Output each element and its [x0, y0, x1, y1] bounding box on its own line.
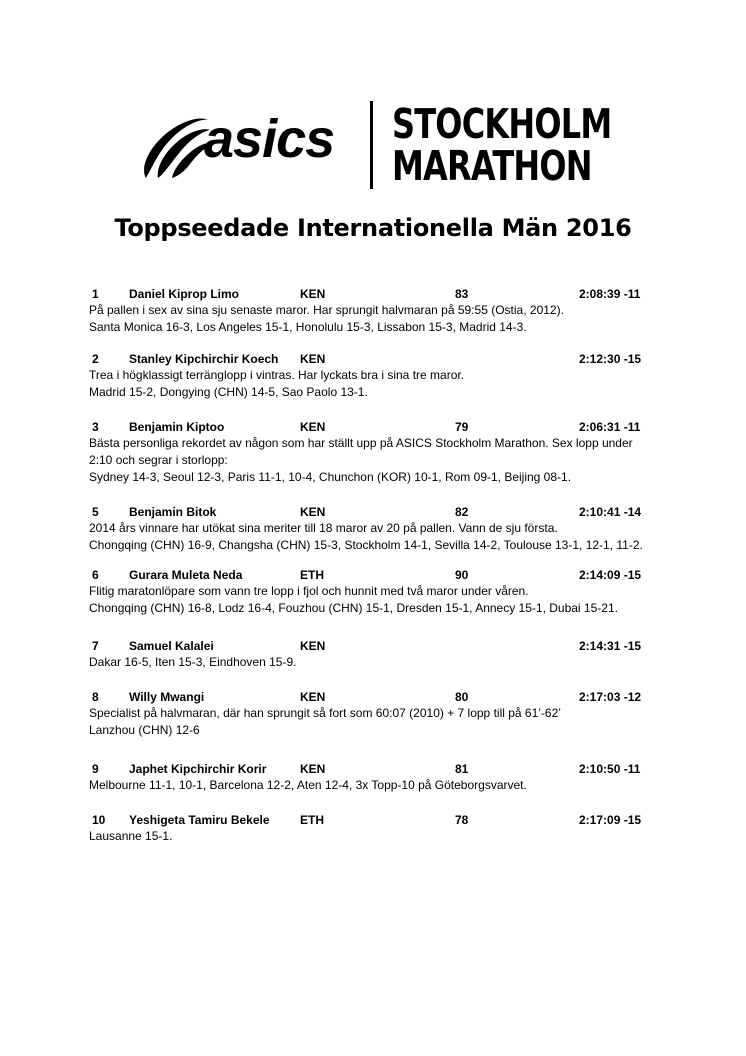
runner-description-line: 2:10 och segrar i storlopp: — [89, 453, 228, 467]
event-name-line1: STOCKHOLM — [392, 100, 612, 148]
runner-description — [0, 367, 649, 401]
runner-header-row — [0, 689, 746, 705]
runner-header-row — [0, 761, 746, 777]
runner-header-row — [0, 419, 746, 435]
runner-description-line: Trea i högklassigt terränglopp i vintras. Har lyckats bra i sina tre maror. — [89, 368, 465, 382]
runner-rank: 1 — [92, 287, 99, 301]
runner-nation: KEN — [300, 639, 326, 653]
runner-name: Japhet Kipchirchir Korir — [129, 762, 267, 776]
runner-best-time: 2:08:39 -11 — [579, 287, 641, 301]
runner-nation: ETH — [300, 568, 324, 582]
runner-description-line: Dakar 16-5, Iten 15-3, Eindhoven 15-9. — [89, 655, 297, 669]
runner-rank: 2 — [92, 352, 99, 366]
runner-description — [0, 302, 649, 336]
runner-best-time: 2:06:31 -11 — [579, 420, 641, 434]
runner-header-row — [0, 504, 746, 520]
runner-name: Gurara Muleta Neda — [129, 568, 243, 582]
runner-description — [0, 583, 649, 617]
runner-header-row — [0, 638, 746, 654]
runner-entry — [0, 761, 746, 794]
runner-header-row — [0, 812, 746, 828]
runner-description-line: Lausanne 15-1. — [89, 829, 173, 843]
runner-rank: 8 — [92, 690, 99, 704]
runner-entry — [0, 689, 746, 739]
runner-best-time: 2:10:41 -14 — [579, 505, 642, 519]
runner-nation: KEN — [300, 690, 326, 704]
runner-rank: 10 — [92, 813, 106, 827]
runner-nation: ETH — [300, 813, 324, 827]
runner-nation: KEN — [300, 420, 326, 434]
runner-best-time: 2:17:09 -15 — [579, 813, 642, 827]
runner-description-line: Chongqing (CHN) 16-8, Lodz 16-4, Fouzhou (CHN) 15-1, Dresden 15-1, Annecy 15-1, Dubai 15-21. — [89, 601, 618, 615]
event-name-line2: MARATHON — [392, 142, 592, 190]
runner-name: Daniel Kiprop Limo — [129, 287, 240, 301]
runner-entry — [0, 351, 746, 401]
runner-description — [0, 654, 649, 671]
runner-header-row — [0, 567, 746, 583]
runner-description-line: Melbourne 11-1, 10-1, Barcelona 12-2, Aten 12-4, 3x Topp-10 på Göteborgsvarvet. — [89, 778, 527, 792]
runner-best-time: 2:14:31 -15 — [579, 639, 642, 653]
runner-nation: KEN — [300, 287, 326, 301]
runner-name: Stanley Kipchirchir Koech — [129, 352, 279, 366]
runner-best-time: 2:14:09 -15 — [579, 568, 642, 582]
page-title: Toppseedade Internationella Män 2016 — [114, 214, 632, 242]
runner-birth-year: 81 — [455, 762, 469, 776]
runner-description-line: Specialist på halvmaran, där han sprungit så fort som 60:07 (2010) + 7 lopp till på 61’-62’ — [89, 706, 561, 720]
runner-description-line: Chongqing (CHN) 16-9, Changsha (CHN) 15-3, Stockholm 14-1, Sevilla 14-2, Toulouse 13-1, 12-1, 11-2. — [89, 538, 643, 552]
runner-description-line: Sydney 14-3, Seoul 12-3, Paris 11-1, 10-4, Chunchon (KOR) 10-1, Rom 09-1, Beijing 08-1. — [89, 470, 572, 484]
header-logo — [138, 98, 612, 193]
runner-rank: 3 — [92, 420, 99, 434]
runner-description — [0, 520, 649, 554]
runner-rank: 5 — [92, 505, 99, 519]
runner-entry — [0, 567, 746, 617]
runner-birth-year: 80 — [455, 690, 469, 704]
runner-birth-year: 90 — [455, 568, 469, 582]
runner-header-row — [0, 351, 746, 367]
asics-stripes-icon — [138, 112, 214, 182]
runner-rank: 9 — [92, 762, 99, 776]
runner-description-line: Lanzhou (CHN) 12-6 — [89, 723, 200, 737]
runner-description — [0, 777, 649, 794]
runner-description-line: Madrid 15-2, Dongying (CHN) 14-5, Sao Paolo 13-1. — [89, 385, 368, 399]
runner-name: Samuel Kalalei — [129, 639, 214, 653]
runner-description — [0, 435, 649, 486]
runner-rank: 6 — [92, 568, 99, 582]
runner-birth-year: 82 — [455, 505, 469, 519]
runner-best-time: 2:10:50 -11 — [579, 762, 641, 776]
runner-description — [0, 705, 649, 739]
runner-birth-year: 79 — [455, 420, 469, 434]
runner-name: Benjamin Kiptoo — [129, 420, 225, 434]
runner-description-line: Bästa personliga rekordet av någon som har ställt upp på ASICS Stockholm Marathon. Sex lopp under — [89, 436, 633, 450]
runner-birth-year: 78 — [455, 813, 469, 827]
runner-entry — [0, 286, 746, 336]
runner-best-time: 2:12:30 -15 — [579, 352, 642, 366]
runner-entry — [0, 504, 746, 554]
runner-description-line: Flitig maratonlöpare som vann tre lopp i fjol och hunnit med två maror under våren. — [89, 584, 529, 598]
runner-description-line: 2014 års vinnare har utökat sina meriter till 18 maror av 20 på pallen. Vann de sju första. — [89, 521, 558, 535]
runner-entry — [0, 812, 746, 845]
runner-name: Benjamin Bitok — [129, 505, 217, 519]
runner-nation: KEN — [300, 762, 326, 776]
runner-nation: KEN — [300, 505, 326, 519]
runner-name: Yeshigeta Tamiru Bekele — [129, 813, 270, 827]
runner-description-line: På pallen i sex av sina sju senaste maror. Har sprungit halvmaran på 59:55 (Ostia, 2012). — [89, 303, 564, 317]
runner-rank: 7 — [92, 639, 99, 653]
runner-best-time: 2:17:03 -12 — [579, 690, 642, 704]
asics-wordmark: asics — [204, 109, 335, 169]
runner-header-row — [0, 286, 746, 302]
runner-description-line: Santa Monica 16-3, Los Angeles 15-1, Honolulu 15-3, Lissabon 15-3, Madrid 14-3. — [89, 320, 527, 334]
runner-nation: KEN — [300, 352, 326, 366]
logo-divider — [370, 101, 373, 189]
runner-entry — [0, 638, 746, 671]
runner-entry — [0, 419, 746, 486]
runner-birth-year: 83 — [455, 287, 469, 301]
runner-description — [0, 828, 649, 845]
runner-name: Willy Mwangi — [129, 690, 205, 704]
